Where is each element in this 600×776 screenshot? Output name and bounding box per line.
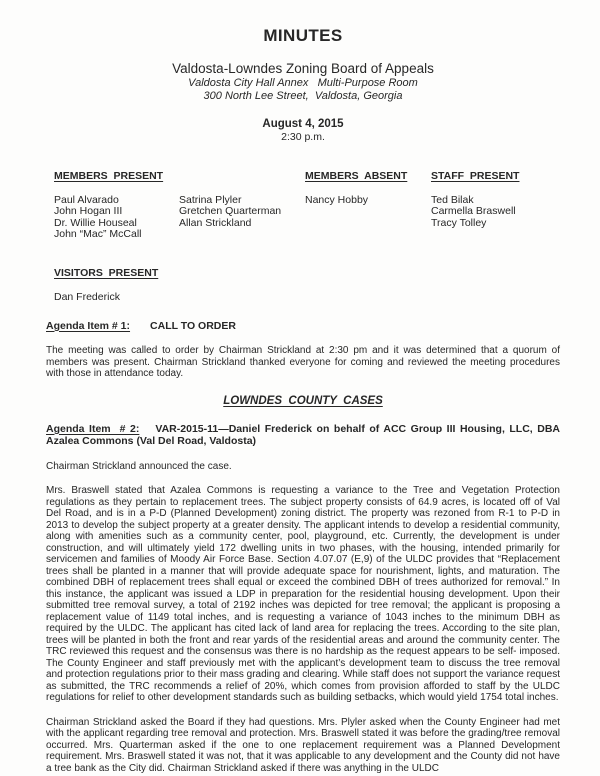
members-absent-heading: MEMBERS ABSENT [305, 170, 408, 182]
agenda-item-1-label: Agenda Item # 1: [46, 319, 131, 332]
members-absent-column [305, 195, 431, 241]
agenda-item-2-heading [46, 423, 560, 448]
attendance-grid [54, 171, 560, 241]
visitors-present-heading: VISITORS PRESENT [54, 266, 159, 279]
attendee-name: Satrina Plyler [179, 193, 242, 206]
spacer-cell [179, 171, 305, 183]
visitor-name: Dan Frederick [54, 290, 120, 303]
attendee-name: Carmella Braswell [431, 205, 516, 218]
staff-present-heading: STAFF PRESENT [431, 170, 520, 182]
attendee-name: Paul Alvarado [54, 193, 119, 206]
agenda-item-2-label: Agenda Item # 2: [46, 422, 140, 435]
attendee-name: John “Mac” McCall [54, 228, 142, 241]
attendee-name: Dr. Willie Houseal [54, 216, 137, 229]
agenda-item-1-title: CALL TO ORDER [150, 319, 236, 332]
meeting-time: 2:30 p.m. [281, 131, 325, 143]
members-present-heading: MEMBERS PRESENT [54, 170, 164, 182]
attendee-name: Ted Bilak [431, 193, 474, 206]
attendee-name: Tracy Tolley [431, 216, 487, 229]
visitors-present-section [54, 241, 560, 304]
members-present-column-1 [54, 195, 179, 241]
county-cases-heading: LOWNDES COUNTY CASES [223, 394, 383, 407]
meeting-date: August 4, 2015 [262, 118, 344, 130]
attendee-name: Allan Strickland [179, 216, 252, 229]
agenda-item-1-heading [46, 320, 560, 333]
organization-name: Valdosta-Lowndes Zoning Board of Appeals [172, 61, 434, 76]
agenda-item-2-title: VAR-2015-11—Daniel Frederick on behalf of ACC Group III Housing, LLC, DBA Azalea Commons (Val Del Road, Valdosta) [46, 422, 560, 448]
staff-present-column [431, 195, 560, 241]
case-announcement: Chairman Strickland announced the case. [46, 460, 232, 472]
members-present-column-2 [179, 195, 305, 241]
attendee-name: Nancy Hobby [305, 193, 369, 206]
attendee-name: John Hogan III [54, 205, 123, 218]
venue-line-2: 300 North Lee Street, Valdosta, Georgia [203, 90, 403, 102]
case-body-paragraph-1: Mrs. Braswell stated that Azalea Commons is requesting a variance to the Tree and Vegetation Protection regulations as they pertain to replacement trees. The subject property consists of 64.9 acres, is located off of Val Del Road, and is in a P-D (Planned Development) zoning district. The property was rezoned from R-1 to P-D in 2013 to develop the subject property at a greater density. The applicant intends to develop a residential community, along with amenities such as a community center, pool, playground, etc. Currently, the development is under construction, and will ultimately yield 172 dwelling units in two phases, with the housing, intended primarily for servicemen and families of Moody Air Force Base. Section 4.07.07 (E,9) of the ULDC provides that “Replacement trees shall be planted in a manner that will provide adequate space for nourishment, lights, and maturation. The combined DBH of replacement trees shall equal or exceed the combined DBH of trees authorized for removal.” In this instance, the applicant was issued a LDP in preparation for the residential housing development. Upon their submitted tree removal survey, a total of 2192 inches was depicted for tree removal; the applicant is proposing a replacement value of 1149 total inches, and is requesting a variance of 1043 inches to the minimum DBH as required by the ULDC. The applicant has cited lack of land area for replacing the trees. According to the site plan, trees will be planted in both the front and rear yards of the residential areas and around the community center. The TRC reviewed this request and the consensus was there is no hardship as the request appears to be self- imposed. The County Engineer and staff previously met with the applicant’s development team to discuss the tree removal and protection regulations prior to their mass grading and clearing. While staff does not support the variance request as submitted, the TRC recommends a relief of 20%, which comes from provision afforded to staff by the ULDC regulations for relief to other development standards such as building setbacks, which would yield 1754 total inches. [46, 485, 560, 704]
document-title: MINUTES [263, 26, 343, 45]
case-body-paragraph-2: Chairman Strickland asked the Board if they had questions. Mrs. Plyler asked when the County Engineer had met with the applicant regarding tree removal and protection. Mrs. Braswell stated it was before the grading/tree removal occurred. Mrs. Quarterman asked if the one to one replacement requirement was a Planned Development requirement. Mrs. Braswell stated it was not, that it was applicable to any development and the County did not have a tree bank as the City did. Chairman Strickland asked if there was anything in the ULDC [46, 716, 560, 774]
venue-line-1: Valdosta City Hall Annex Multi-Purpose Room [188, 77, 418, 89]
agenda-item-1-body: The meeting was called to order by Chairman Strickland at 2:30 pm and it was determined that a quorum of members was present. Chairman Strickland thanked everyone for coming and reviewed the meeting procedures with those in attendance today. [46, 345, 560, 380]
attendee-name: Gretchen Quarterman [179, 205, 282, 218]
